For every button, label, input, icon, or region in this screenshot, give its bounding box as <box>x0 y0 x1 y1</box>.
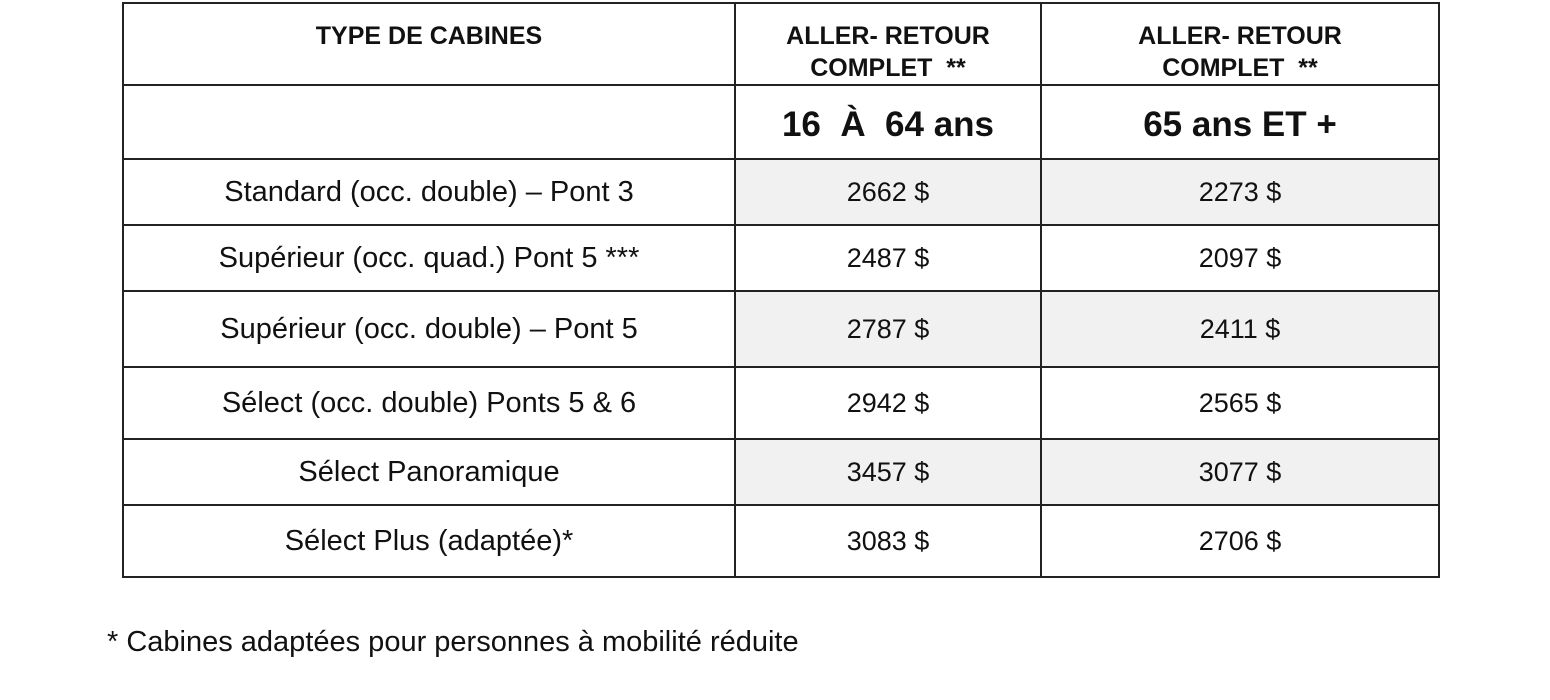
cabin-type-cell: Standard (occ. double) – Pont 3 <box>123 159 735 225</box>
cabin-type-cell: Sélect (occ. double) Ponts 5 & 6 <box>123 367 735 439</box>
price-adult-cell: 2662 $ <box>735 159 1041 225</box>
header-cabin-type-label: TYPE DE CABINES <box>315 22 543 50</box>
header-round-trip-adult-line2: COMPLET ** <box>810 54 966 82</box>
cabin-type-cell: Sélect Plus (adaptée)* <box>123 505 735 577</box>
header-round-trip-senior-line1: ALLER- RETOUR <box>1138 22 1342 50</box>
table-row <box>123 225 1439 291</box>
cabin-type-cell: Sélect Panoramique <box>123 439 735 505</box>
price-adult-cell: 2487 $ <box>735 225 1041 291</box>
header-round-trip-adult <box>735 3 1041 85</box>
price-adult-cell: 2787 $ <box>735 291 1041 367</box>
price-senior-cell: 2706 $ <box>1041 505 1439 577</box>
table-row <box>123 505 1439 577</box>
price-senior-cell: 2411 $ <box>1041 291 1439 367</box>
price-senior-cell: 2273 $ <box>1041 159 1439 225</box>
price-adult-cell: 3457 $ <box>735 439 1041 505</box>
price-senior-cell: 2097 $ <box>1041 225 1439 291</box>
table-row <box>123 367 1439 439</box>
table-row <box>123 159 1439 225</box>
header-cabin-type <box>123 3 735 85</box>
table-row <box>123 439 1439 505</box>
price-senior-cell: 3077 $ <box>1041 439 1439 505</box>
age-group-adult: 16 À 64 ans <box>735 85 1041 159</box>
cabin-type-cell: Supérieur (occ. double) – Pont 5 <box>123 291 735 367</box>
price-adult-cell: 3083 $ <box>735 505 1041 577</box>
header-round-trip-adult-line1: ALLER- RETOUR <box>786 22 990 50</box>
cabin-type-cell: Supérieur (occ. quad.) Pont 5 *** <box>123 225 735 291</box>
table-row <box>123 291 1439 367</box>
age-group-empty-cell <box>123 85 735 159</box>
price-senior-cell: 2565 $ <box>1041 367 1439 439</box>
header-round-trip-senior-line2: COMPLET ** <box>1162 54 1318 82</box>
fares-table <box>122 2 1440 578</box>
header-row <box>123 3 1439 85</box>
footnote: * Cabines adaptées pour personnes à mobilité réduite <box>107 626 799 658</box>
header-round-trip-senior <box>1041 3 1439 85</box>
price-adult-cell: 2942 $ <box>735 367 1041 439</box>
age-group-senior: 65 ans ET + <box>1041 85 1439 159</box>
age-group-row <box>123 85 1439 159</box>
